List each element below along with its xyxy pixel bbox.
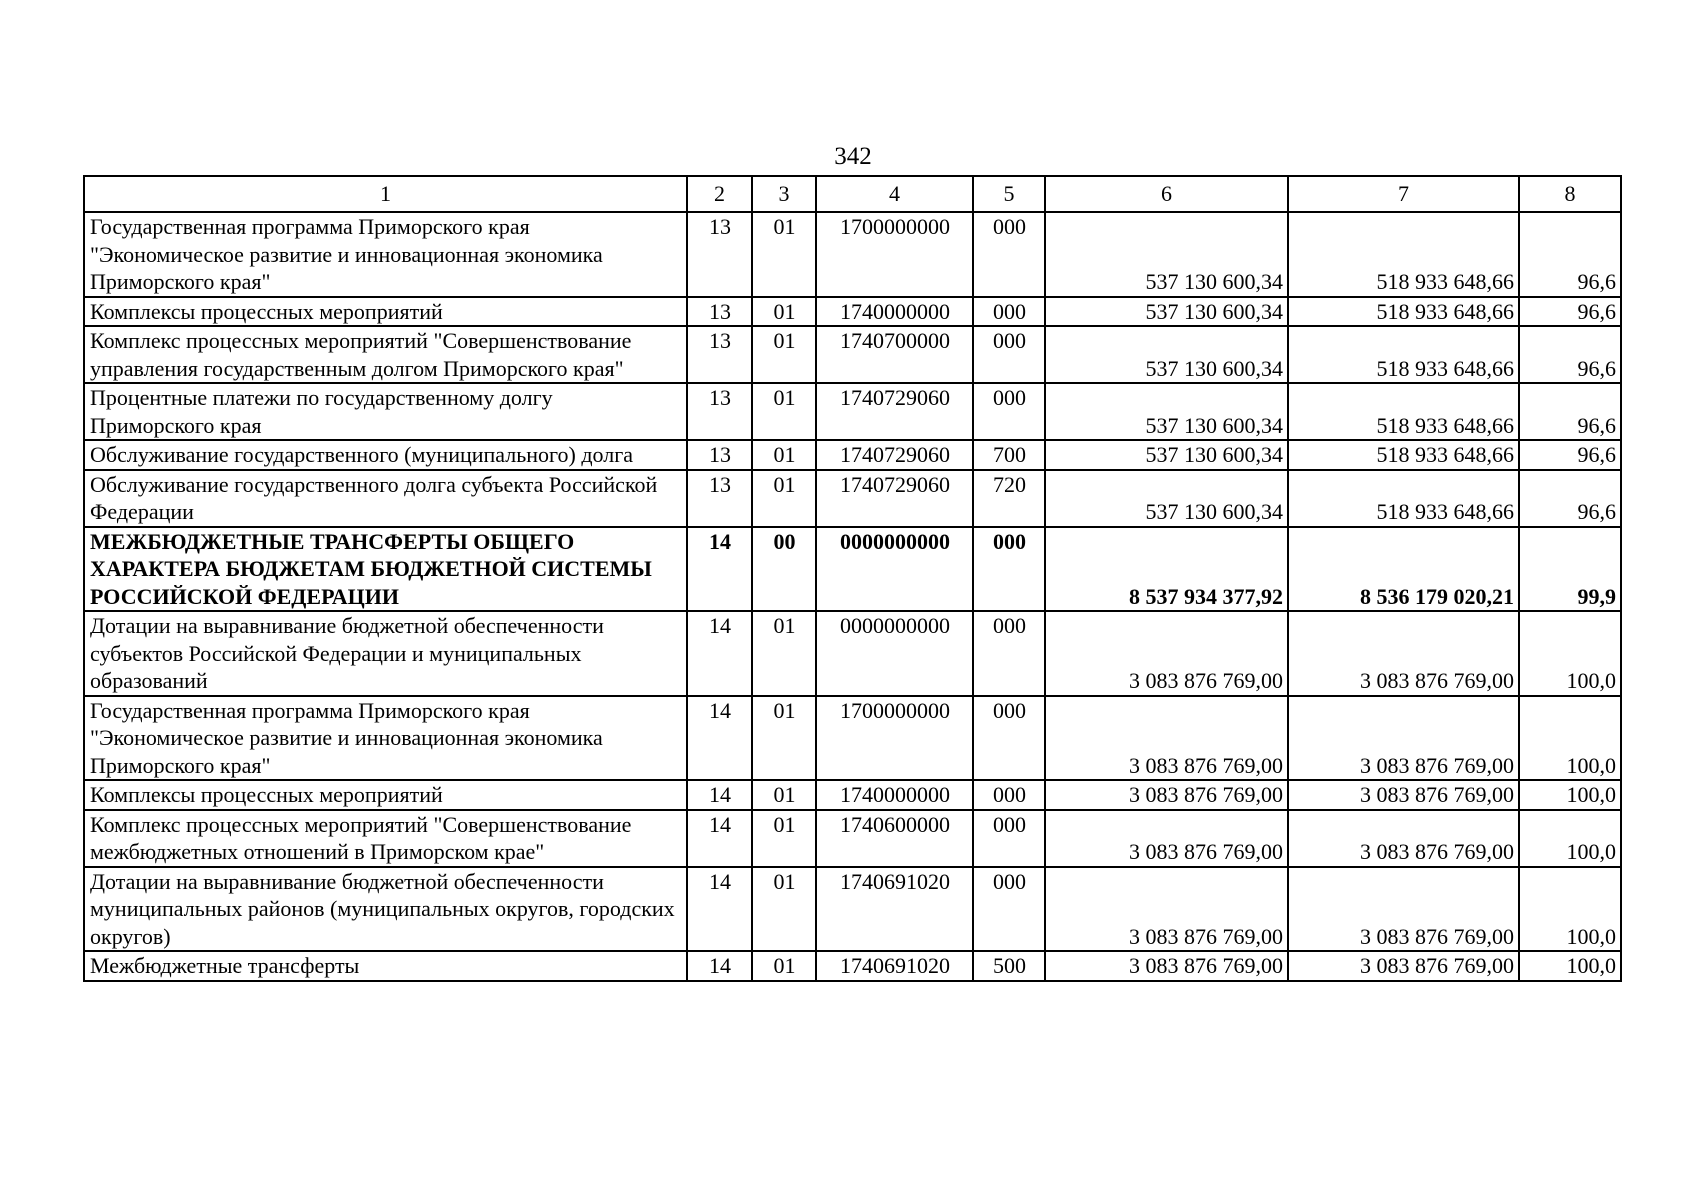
executed-amount-cell: 3 083 876 769,00 bbox=[1288, 810, 1519, 867]
target-article-code-cell: 1700000000 bbox=[816, 696, 973, 781]
row-name-cell: Комплекс процессных мероприятий "Совершенствование управления государственным долгом Приморского края" bbox=[84, 326, 687, 383]
executed-amount-cell: 518 933 648,66 bbox=[1288, 326, 1519, 383]
column-number-row bbox=[84, 176, 1621, 212]
executed-amount-cell: 518 933 648,66 bbox=[1288, 383, 1519, 440]
planned-amount-cell: 537 130 600,34 bbox=[1045, 212, 1288, 297]
subsection-code-cell: 01 bbox=[752, 470, 816, 527]
section-code-cell: 14 bbox=[687, 867, 752, 952]
expense-type-code-cell: 000 bbox=[973, 212, 1045, 297]
section-code-cell: 14 bbox=[687, 951, 752, 981]
subsection-code-cell: 01 bbox=[752, 810, 816, 867]
expense-type-code-cell: 000 bbox=[973, 527, 1045, 612]
table-row bbox=[84, 527, 1621, 612]
target-article-code-cell: 1700000000 bbox=[816, 212, 973, 297]
table-row bbox=[84, 611, 1621, 696]
executed-amount-cell: 3 083 876 769,00 bbox=[1288, 696, 1519, 781]
planned-amount-cell: 3 083 876 769,00 bbox=[1045, 696, 1288, 781]
subsection-code-cell: 01 bbox=[752, 951, 816, 981]
section-code-cell: 13 bbox=[687, 383, 752, 440]
expense-type-code-cell: 000 bbox=[973, 780, 1045, 810]
percent-executed-cell: 99,9 bbox=[1519, 527, 1621, 612]
table-row bbox=[84, 780, 1621, 810]
table-row bbox=[84, 212, 1621, 297]
percent-executed-cell: 96,6 bbox=[1519, 383, 1621, 440]
planned-amount-cell: 8 537 934 377,92 bbox=[1045, 527, 1288, 612]
executed-amount-cell: 518 933 648,66 bbox=[1288, 440, 1519, 470]
target-article-code-cell: 1740000000 bbox=[816, 297, 973, 327]
executed-amount-cell: 518 933 648,66 bbox=[1288, 470, 1519, 527]
target-article-code-cell: 1740000000 bbox=[816, 780, 973, 810]
table-row bbox=[84, 470, 1621, 527]
percent-executed-cell: 96,6 bbox=[1519, 297, 1621, 327]
target-article-code-cell: 1740691020 bbox=[816, 867, 973, 952]
percent-executed-cell: 100,0 bbox=[1519, 696, 1621, 781]
subsection-code-cell: 01 bbox=[752, 326, 816, 383]
section-code-cell: 13 bbox=[687, 297, 752, 327]
executed-amount-cell: 3 083 876 769,00 bbox=[1288, 780, 1519, 810]
subsection-code-cell: 01 bbox=[752, 696, 816, 781]
percent-executed-cell: 96,6 bbox=[1519, 212, 1621, 297]
row-name-cell: Обслуживание государственного долга субъекта Российской Федерации bbox=[84, 470, 687, 527]
row-name-cell: Межбюджетные трансферты bbox=[84, 951, 687, 981]
executed-amount-cell: 3 083 876 769,00 bbox=[1288, 867, 1519, 952]
expense-type-code-cell: 700 bbox=[973, 440, 1045, 470]
column-number-header: 2 bbox=[687, 176, 752, 212]
target-article-code-cell: 0000000000 bbox=[816, 611, 973, 696]
column-number-header: 3 bbox=[752, 176, 816, 212]
column-number-header: 4 bbox=[816, 176, 973, 212]
page-number: 342 bbox=[834, 143, 872, 170]
subsection-code-cell: 01 bbox=[752, 780, 816, 810]
subsection-code-cell: 01 bbox=[752, 440, 816, 470]
column-number-header: 5 bbox=[973, 176, 1045, 212]
expense-type-code-cell: 720 bbox=[973, 470, 1045, 527]
table-body bbox=[84, 176, 1621, 981]
table-row bbox=[84, 810, 1621, 867]
section-code-cell: 14 bbox=[687, 696, 752, 781]
section-code-cell: 13 bbox=[687, 326, 752, 383]
planned-amount-cell: 537 130 600,34 bbox=[1045, 297, 1288, 327]
subsection-code-cell: 01 bbox=[752, 383, 816, 440]
table-row bbox=[84, 951, 1621, 981]
subsection-code-cell: 00 bbox=[752, 527, 816, 612]
target-article-code-cell: 1740729060 bbox=[816, 440, 973, 470]
expense-type-code-cell: 500 bbox=[973, 951, 1045, 981]
planned-amount-cell: 3 083 876 769,00 bbox=[1045, 810, 1288, 867]
executed-amount-cell: 518 933 648,66 bbox=[1288, 212, 1519, 297]
executed-amount-cell: 3 083 876 769,00 bbox=[1288, 611, 1519, 696]
planned-amount-cell: 3 083 876 769,00 bbox=[1045, 780, 1288, 810]
row-name-cell: Обслуживание государственного (муниципального) долга bbox=[84, 440, 687, 470]
column-number-header: 8 bbox=[1519, 176, 1621, 212]
planned-amount-cell: 537 130 600,34 bbox=[1045, 440, 1288, 470]
subsection-code-cell: 01 bbox=[752, 611, 816, 696]
target-article-code-cell: 0000000000 bbox=[816, 527, 973, 612]
executed-amount-cell: 8 536 179 020,21 bbox=[1288, 527, 1519, 612]
section-code-cell: 13 bbox=[687, 212, 752, 297]
row-name-cell: Дотации на выравнивание бюджетной обеспеченности субъектов Российской Федерации и муниципальных образований bbox=[84, 611, 687, 696]
target-article-code-cell: 1740691020 bbox=[816, 951, 973, 981]
row-name-cell: Государственная программа Приморского края "Экономическое развитие и инновационная экономика Приморского края" bbox=[84, 696, 687, 781]
row-name-cell: Комплексы процессных мероприятий bbox=[84, 297, 687, 327]
subsection-code-cell: 01 bbox=[752, 297, 816, 327]
percent-executed-cell: 100,0 bbox=[1519, 867, 1621, 952]
target-article-code-cell: 1740700000 bbox=[816, 326, 973, 383]
row-name-cell: Комплекс процессных мероприятий "Совершенствование межбюджетных отношений в Приморском крае" bbox=[84, 810, 687, 867]
planned-amount-cell: 537 130 600,34 bbox=[1045, 326, 1288, 383]
target-article-code-cell: 1740729060 bbox=[816, 470, 973, 527]
section-code-cell: 14 bbox=[687, 810, 752, 867]
expense-type-code-cell: 000 bbox=[973, 326, 1045, 383]
row-name-cell: Процентные платежи по государственному долгу Приморского края bbox=[84, 383, 687, 440]
expense-type-code-cell: 000 bbox=[973, 810, 1045, 867]
percent-executed-cell: 96,6 bbox=[1519, 440, 1621, 470]
percent-executed-cell: 100,0 bbox=[1519, 810, 1621, 867]
row-name-cell: Государственная программа Приморского края "Экономическое развитие и инновационная экономика Приморского края" bbox=[84, 212, 687, 297]
section-code-cell: 13 bbox=[687, 440, 752, 470]
percent-executed-cell: 100,0 bbox=[1519, 611, 1621, 696]
planned-amount-cell: 3 083 876 769,00 bbox=[1045, 867, 1288, 952]
executed-amount-cell: 518 933 648,66 bbox=[1288, 297, 1519, 327]
table-row bbox=[84, 297, 1621, 327]
expense-type-code-cell: 000 bbox=[973, 611, 1045, 696]
expense-type-code-cell: 000 bbox=[973, 297, 1045, 327]
subsection-code-cell: 01 bbox=[752, 212, 816, 297]
percent-executed-cell: 96,6 bbox=[1519, 326, 1621, 383]
budget-table bbox=[83, 175, 1622, 982]
row-name-cell: Комплексы процессных мероприятий bbox=[84, 780, 687, 810]
section-code-cell: 13 bbox=[687, 470, 752, 527]
executed-amount-cell: 3 083 876 769,00 bbox=[1288, 951, 1519, 981]
percent-executed-cell: 100,0 bbox=[1519, 951, 1621, 981]
table-row bbox=[84, 867, 1621, 952]
planned-amount-cell: 537 130 600,34 bbox=[1045, 470, 1288, 527]
target-article-code-cell: 1740600000 bbox=[816, 810, 973, 867]
table-row bbox=[84, 696, 1621, 781]
section-code-cell: 14 bbox=[687, 611, 752, 696]
section-code-cell: 14 bbox=[687, 527, 752, 612]
expense-type-code-cell: 000 bbox=[973, 867, 1045, 952]
section-code-cell: 14 bbox=[687, 780, 752, 810]
row-name-cell: МЕЖБЮДЖЕТНЫЕ ТРАНСФЕРТЫ ОБЩЕГО ХАРАКТЕРА БЮДЖЕТАМ БЮДЖЕТНОЙ СИСТЕМЫ РОССИЙСКОЙ ФЕДЕРАЦИИ bbox=[84, 527, 687, 612]
table-row bbox=[84, 326, 1621, 383]
column-number-header: 7 bbox=[1288, 176, 1519, 212]
percent-executed-cell: 100,0 bbox=[1519, 780, 1621, 810]
planned-amount-cell: 3 083 876 769,00 bbox=[1045, 951, 1288, 981]
expense-type-code-cell: 000 bbox=[973, 383, 1045, 440]
planned-amount-cell: 537 130 600,34 bbox=[1045, 383, 1288, 440]
planned-amount-cell: 3 083 876 769,00 bbox=[1045, 611, 1288, 696]
percent-executed-cell: 96,6 bbox=[1519, 470, 1621, 527]
subsection-code-cell: 01 bbox=[752, 867, 816, 952]
table-row bbox=[84, 383, 1621, 440]
target-article-code-cell: 1740729060 bbox=[816, 383, 973, 440]
column-number-header: 6 bbox=[1045, 176, 1288, 212]
table-row bbox=[84, 440, 1621, 470]
expense-type-code-cell: 000 bbox=[973, 696, 1045, 781]
column-number-header: 1 bbox=[84, 176, 687, 212]
row-name-cell: Дотации на выравнивание бюджетной обеспеченности муниципальных районов (муниципальных округов, городских округов) bbox=[84, 867, 687, 952]
